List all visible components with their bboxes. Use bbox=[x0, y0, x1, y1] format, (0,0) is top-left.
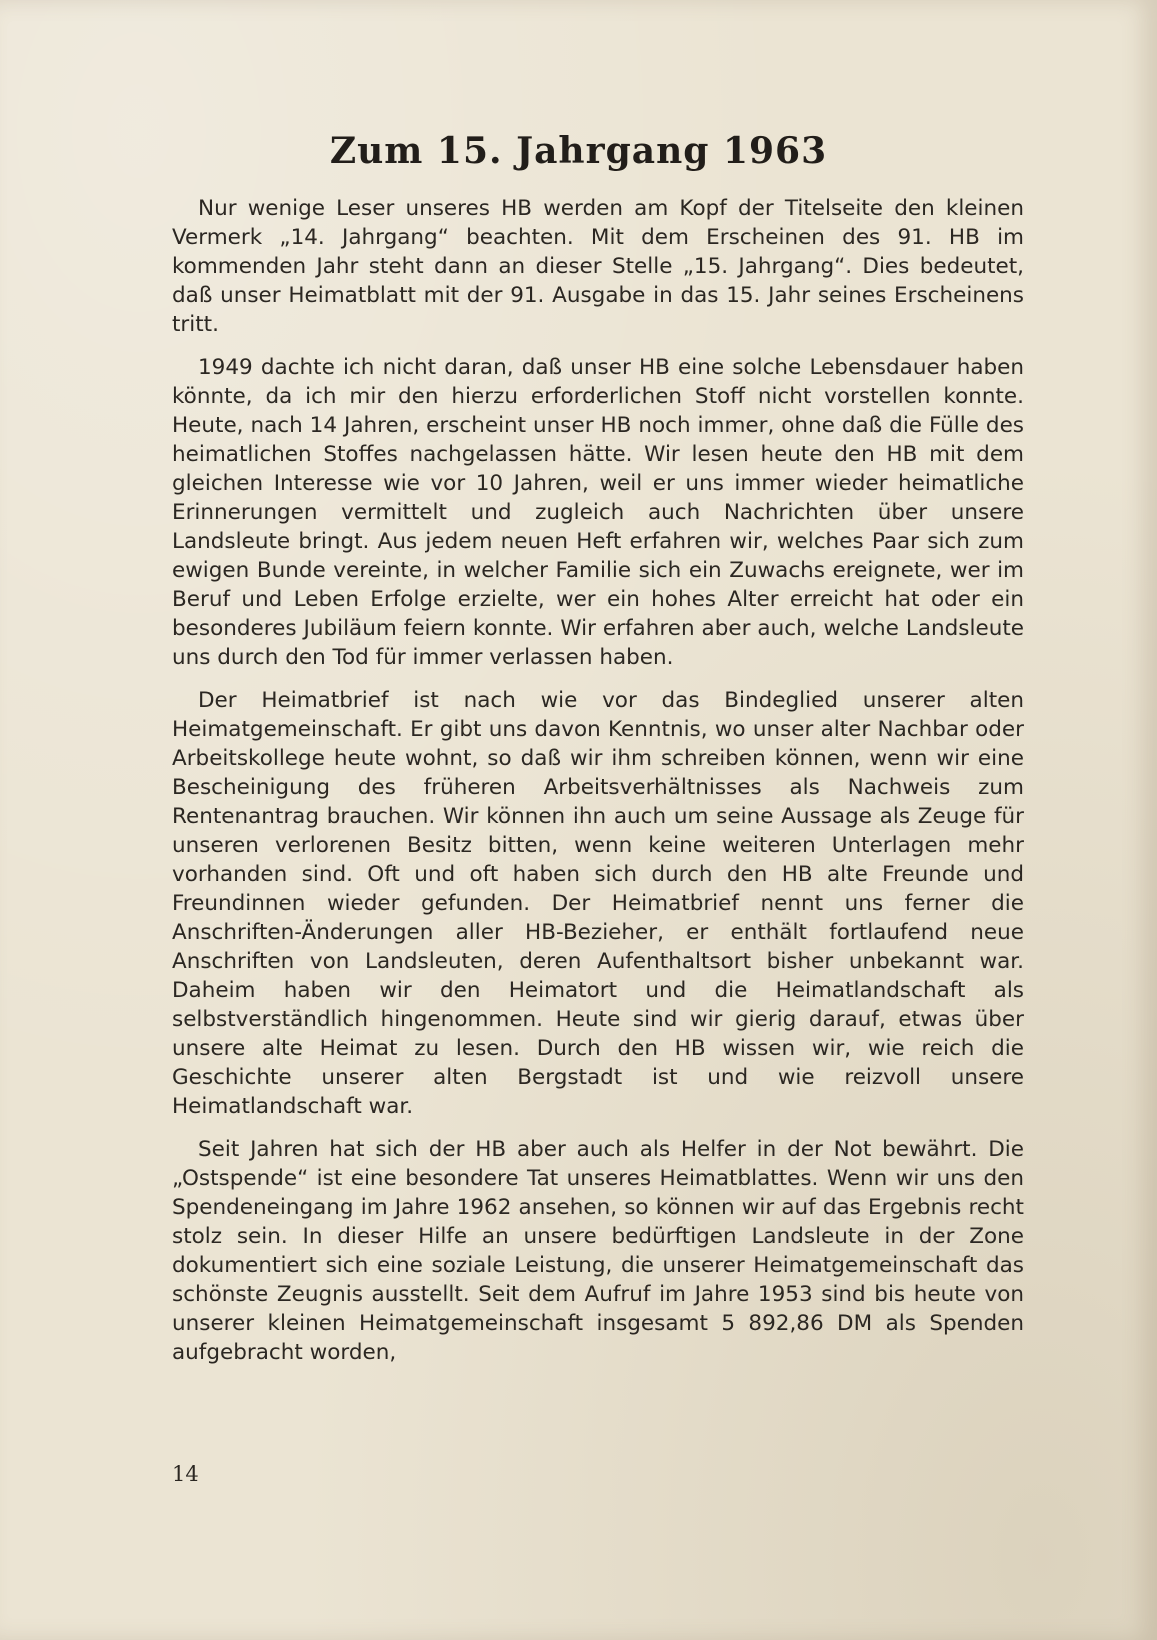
page-number: 14 bbox=[172, 1462, 199, 1486]
paragraph-2: 1949 dachte ich nicht daran, daß unser HB eine solche Lebensdauer haben könnte, da ich mir den hierzu erforderlichen Stoff nicht vorstellen konnte. Heute, nach 14 Jahren, erscheint unser HB noch immer, ohne daß die Fülle des heimatlichen Stoffes nachgelassen hätte. Wir lesen heute den HB mit dem gleichen Interesse wie vor 10 Jahren, weil er uns immer wieder heimatliche Erinnerungen vermittelt und zugleich auch Nachrichten über unsere Landsleute bringt. Aus jedem neuen Heft erfahren wir, welches Paar sich zum ewigen Bunde vereinte, in welcher Familie sich ein Zuwachs ereignete, wer im Beruf und Leben Erfolge erzielte, wer ein hohes Alter erreicht hat oder ein besonderes Jubiläum feiern konnte. Wir erfahren aber auch, welche Landsleute uns durch den Tod für immer verlassen haben. bbox=[172, 355, 1024, 670]
paragraph-1: Nur wenige Leser unseres HB werden am Kopf der Titelseite den kleinen Vermerk „14. Jahrgang“ beachten. Mit dem Erscheinen des 91. HB im kommenden Jahr steht dann an dieser Stelle „15. Jahrgang“. Dies bedeutet, daß unser Heimatblatt mit der 91. Ausgabe in das 15. Jahr seines Erscheinens tritt. bbox=[172, 196, 1024, 337]
article-body bbox=[172, 194, 1024, 1381]
paragraph-4: Seit Jahren hat sich der HB aber auch als Helfer in der Not bewährt. Die „Ostspende“ ist eine besondere Tat unseres Heimatblattes. Wenn wir uns den Spendeneingang im Jahre 1962 ansehen, so können wir auf das Ergebnis recht stolz sein. In dieser Hilfe an unsere bedürftigen Landsleute in der Zone dokumentiert sich eine soziale Leistung, die unserer Heimatgemeinschaft das schönste Zeugnis ausstellt. Seit dem Aufruf im Jahre 1953 sind bis heute von unserer kleinen Heimatgemeinschaft insgesamt 5 892,86 DM als Spenden aufgebracht worden, bbox=[172, 1137, 1024, 1365]
article-title: Zum 15. Jahrgang 1963 bbox=[329, 130, 828, 172]
paragraph-3: Der Heimatbrief ist nach wie vor das Bindeglied unserer alten Heimatgemeinschaft. Er gibt uns davon Kenntnis, wo unser alter Nachbar oder Arbeitskollege heute wohnt, so daß wir ihm schreiben können, wenn wir eine Bescheinigung des früheren Arbeitsverhältnisses als Nachweis zum Rentenantrag brauchen. Wir können ihn auch um seine Aussage als Zeuge für unseren verlorenen Besitz bitten, wenn keine weiteren Unterlagen mehr vorhanden sind. Oft und oft haben sich durch den HB alte Freunde und Freundinnen wieder gefunden. Der Heimatbrief nennt uns ferner die Anschriften-Änderungen aller HB-Bezieher, er enthält fortlaufend neue Anschriften von Landsleuten, deren Aufenthaltsort bisher unbekannt war. Daheim haben wir den Heimatort und die Heimatlandschaft als selbstverständlich hingenommen. Heute sind wir gierig darauf, etwas über unsere alte Heimat zu lesen. Durch den HB wissen wir, wie reich die Geschichte unserer alten Bergstadt ist und wie reizvoll unsere Heimatlandschaft war. bbox=[172, 688, 1024, 1119]
